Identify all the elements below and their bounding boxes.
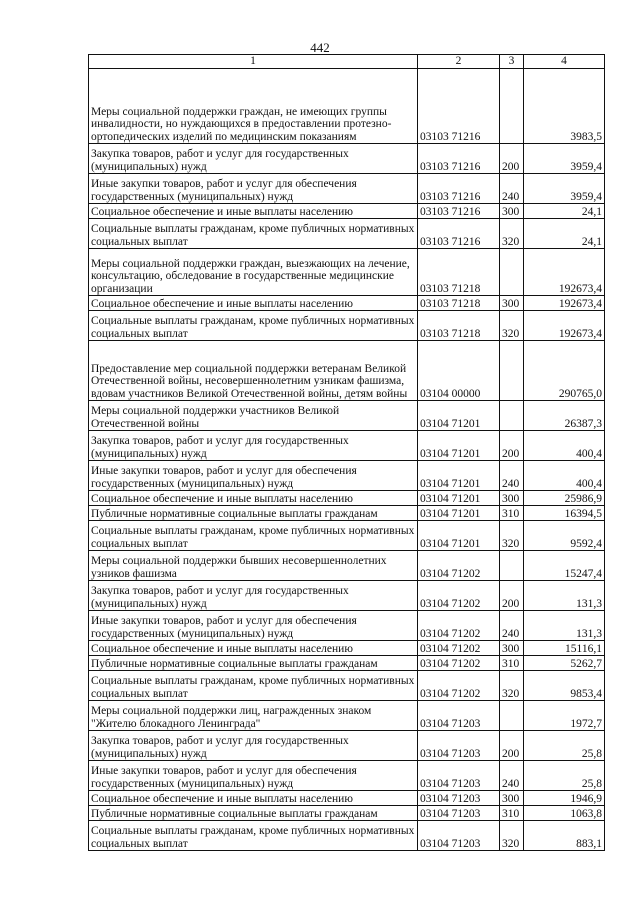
table-row	[89, 401, 605, 431]
row-sum: 1946,9	[524, 791, 605, 806]
row-sum: 290765,0	[524, 341, 605, 401]
row-sum: 3959,4	[524, 144, 605, 174]
row-sum: 9853,4	[524, 671, 605, 701]
row-name: Социальное обеспечение и иные выплаты населению	[89, 296, 418, 311]
column-header-code: 2	[418, 55, 500, 69]
row-sum: 16394,5	[524, 506, 605, 521]
table-row	[89, 461, 605, 491]
table-row	[89, 311, 605, 341]
table-row	[89, 641, 605, 656]
row-code: 03104 71201	[418, 461, 500, 491]
row-type: 200	[500, 581, 524, 611]
table-header-row	[89, 55, 605, 69]
row-name: Предоставление мер социальной поддержки ветеранам Великой Отечественной войны, несовершеннолетним узникам фашизма, вдовам участников Великой Отечественной войны, детям войны	[89, 341, 418, 401]
table-row	[89, 249, 605, 296]
row-type: 300	[500, 204, 524, 219]
row-type: 310	[500, 656, 524, 671]
row-type	[500, 551, 524, 581]
row-type: 200	[500, 731, 524, 761]
row-type: 240	[500, 174, 524, 204]
row-code: 03104 71202	[418, 581, 500, 611]
row-code: 03104 71202	[418, 656, 500, 671]
row-type: 320	[500, 311, 524, 341]
table-row	[89, 144, 605, 174]
row-name: Иные закупки товаров, работ и услуг для обеспечения государственных (муниципальных) нужд	[89, 761, 418, 791]
table-row	[89, 581, 605, 611]
row-type	[500, 401, 524, 431]
row-sum: 400,4	[524, 431, 605, 461]
row-name: Меры социальной поддержки граждан, выезжающих на лечение, консультацию, обследование в государственные медицинские организации	[89, 249, 418, 296]
budget-table	[88, 54, 605, 851]
row-code: 03104 71202	[418, 551, 500, 581]
row-code: 03103 71218	[418, 296, 500, 311]
page-number: 442	[310, 40, 330, 55]
row-code: 03104 71203	[418, 761, 500, 791]
table-row	[89, 611, 605, 641]
row-type: 240	[500, 611, 524, 641]
row-type: 300	[500, 491, 524, 506]
row-code: 03103 71216	[418, 69, 500, 144]
row-type: 300	[500, 296, 524, 311]
row-name: Меры социальной поддержки граждан, не имеющих группы инвалидности, но нуждающихся в предоставлении протезно-ортопедических изделий по медицинским показаниям	[89, 69, 418, 144]
table-row	[89, 204, 605, 219]
row-name: Социальные выплаты гражданам, кроме публичных нормативных социальных выплат	[89, 521, 418, 551]
row-type: 300	[500, 641, 524, 656]
row-name: Закупка товаров, работ и услуг для государственных (муниципальных) нужд	[89, 431, 418, 461]
table-row	[89, 701, 605, 731]
row-code: 03104 71203	[418, 731, 500, 761]
row-code: 03104 71203	[418, 701, 500, 731]
row-sum: 192673,4	[524, 296, 605, 311]
row-sum: 1972,7	[524, 701, 605, 731]
row-name: Социальные выплаты гражданам, кроме публичных нормативных социальных выплат	[89, 821, 418, 851]
table-row	[89, 296, 605, 311]
column-header-type: 3	[500, 55, 524, 69]
row-name: Закупка товаров, работ и услуг для государственных (муниципальных) нужд	[89, 731, 418, 761]
table-row	[89, 761, 605, 791]
row-code: 03104 00000	[418, 341, 500, 401]
row-name: Социальные выплаты гражданам, кроме публичных нормативных социальных выплат	[89, 671, 418, 701]
row-sum: 1063,8	[524, 806, 605, 821]
row-name: Меры социальной поддержки лиц, награжденных знаком "Жителю блокадного Ленинграда"	[89, 701, 418, 731]
row-name: Публичные нормативные социальные выплаты гражданам	[89, 806, 418, 821]
row-name: Иные закупки товаров, работ и услуг для обеспечения государственных (муниципальных) нужд	[89, 174, 418, 204]
row-code: 03103 71216	[418, 204, 500, 219]
table-row	[89, 341, 605, 401]
row-code: 03103 71218	[418, 311, 500, 341]
table-row	[89, 219, 605, 249]
row-name: Социальные выплаты гражданам, кроме публичных нормативных социальных выплат	[89, 311, 418, 341]
row-sum: 15116,1	[524, 641, 605, 656]
row-sum: 9592,4	[524, 521, 605, 551]
table-row	[89, 806, 605, 821]
table-row	[89, 551, 605, 581]
row-name: Публичные нормативные социальные выплаты гражданам	[89, 506, 418, 521]
row-code: 03104 71203	[418, 806, 500, 821]
row-name: Социальные выплаты гражданам, кроме публичных нормативных социальных выплат	[89, 219, 418, 249]
row-sum: 400,4	[524, 461, 605, 491]
row-type: 240	[500, 761, 524, 791]
row-type: 320	[500, 671, 524, 701]
row-sum: 24,1	[524, 219, 605, 249]
column-header-sum: 4	[524, 55, 605, 69]
row-name: Социальное обеспечение и иные выплаты населению	[89, 641, 418, 656]
row-type	[500, 69, 524, 144]
row-sum: 192673,4	[524, 249, 605, 296]
row-name: Иные закупки товаров, работ и услуг для обеспечения государственных (муниципальных) нужд	[89, 461, 418, 491]
table-row	[89, 521, 605, 551]
row-type: 240	[500, 461, 524, 491]
table-row	[89, 821, 605, 851]
row-type: 320	[500, 219, 524, 249]
row-sum: 131,3	[524, 611, 605, 641]
table-row	[89, 791, 605, 806]
column-header-name: 1	[89, 55, 418, 69]
row-type: 320	[500, 821, 524, 851]
row-type: 320	[500, 521, 524, 551]
row-name: Социальное обеспечение и иные выплаты населению	[89, 204, 418, 219]
table-row	[89, 174, 605, 204]
row-code: 03104 71202	[418, 611, 500, 641]
row-code: 03103 71216	[418, 219, 500, 249]
row-code: 03103 71216	[418, 174, 500, 204]
row-code: 03104 71201	[418, 521, 500, 551]
row-code: 03104 71202	[418, 641, 500, 656]
row-sum: 24,1	[524, 204, 605, 219]
row-type	[500, 249, 524, 296]
table-row	[89, 656, 605, 671]
row-sum: 26387,3	[524, 401, 605, 431]
row-type: 200	[500, 144, 524, 174]
row-sum: 192673,4	[524, 311, 605, 341]
row-name: Меры социальной поддержки участников Великой Отечественной войны	[89, 401, 418, 431]
row-code: 03104 71201	[418, 491, 500, 506]
row-sum: 25,8	[524, 761, 605, 791]
row-sum: 25986,9	[524, 491, 605, 506]
row-code: 03104 71201	[418, 431, 500, 461]
table-row	[89, 671, 605, 701]
row-code: 03104 71201	[418, 506, 500, 521]
row-name: Меры социальной поддержки бывших несовершеннолетних узников фашизма	[89, 551, 418, 581]
table-body	[89, 69, 605, 851]
table-row	[89, 491, 605, 506]
row-name: Социальное обеспечение и иные выплаты населению	[89, 791, 418, 806]
table-row	[89, 431, 605, 461]
row-code: 03104 71202	[418, 671, 500, 701]
row-name: Иные закупки товаров, работ и услуг для обеспечения государственных (муниципальных) нужд	[89, 611, 418, 641]
row-type: 200	[500, 431, 524, 461]
table-row	[89, 506, 605, 521]
row-type	[500, 341, 524, 401]
row-type: 310	[500, 806, 524, 821]
row-code: 03104 71203	[418, 791, 500, 806]
row-sum: 131,3	[524, 581, 605, 611]
row-sum: 3959,4	[524, 174, 605, 204]
row-code: 03103 71216	[418, 144, 500, 174]
row-type: 300	[500, 791, 524, 806]
row-sum: 25,8	[524, 731, 605, 761]
row-code: 03103 71218	[418, 249, 500, 296]
row-sum: 15247,4	[524, 551, 605, 581]
row-type	[500, 701, 524, 731]
table-row	[89, 731, 605, 761]
row-code: 03104 71203	[418, 821, 500, 851]
row-sum: 5262,7	[524, 656, 605, 671]
row-code: 03104 71201	[418, 401, 500, 431]
row-name: Закупка товаров, работ и услуг для государственных (муниципальных) нужд	[89, 581, 418, 611]
row-name: Публичные нормативные социальные выплаты гражданам	[89, 656, 418, 671]
row-name: Закупка товаров, работ и услуг для государственных (муниципальных) нужд	[89, 144, 418, 174]
row-sum: 3983,5	[524, 69, 605, 144]
row-type: 310	[500, 506, 524, 521]
row-name: Социальное обеспечение и иные выплаты населению	[89, 491, 418, 506]
row-sum: 883,1	[524, 821, 605, 851]
table-row	[89, 69, 605, 144]
